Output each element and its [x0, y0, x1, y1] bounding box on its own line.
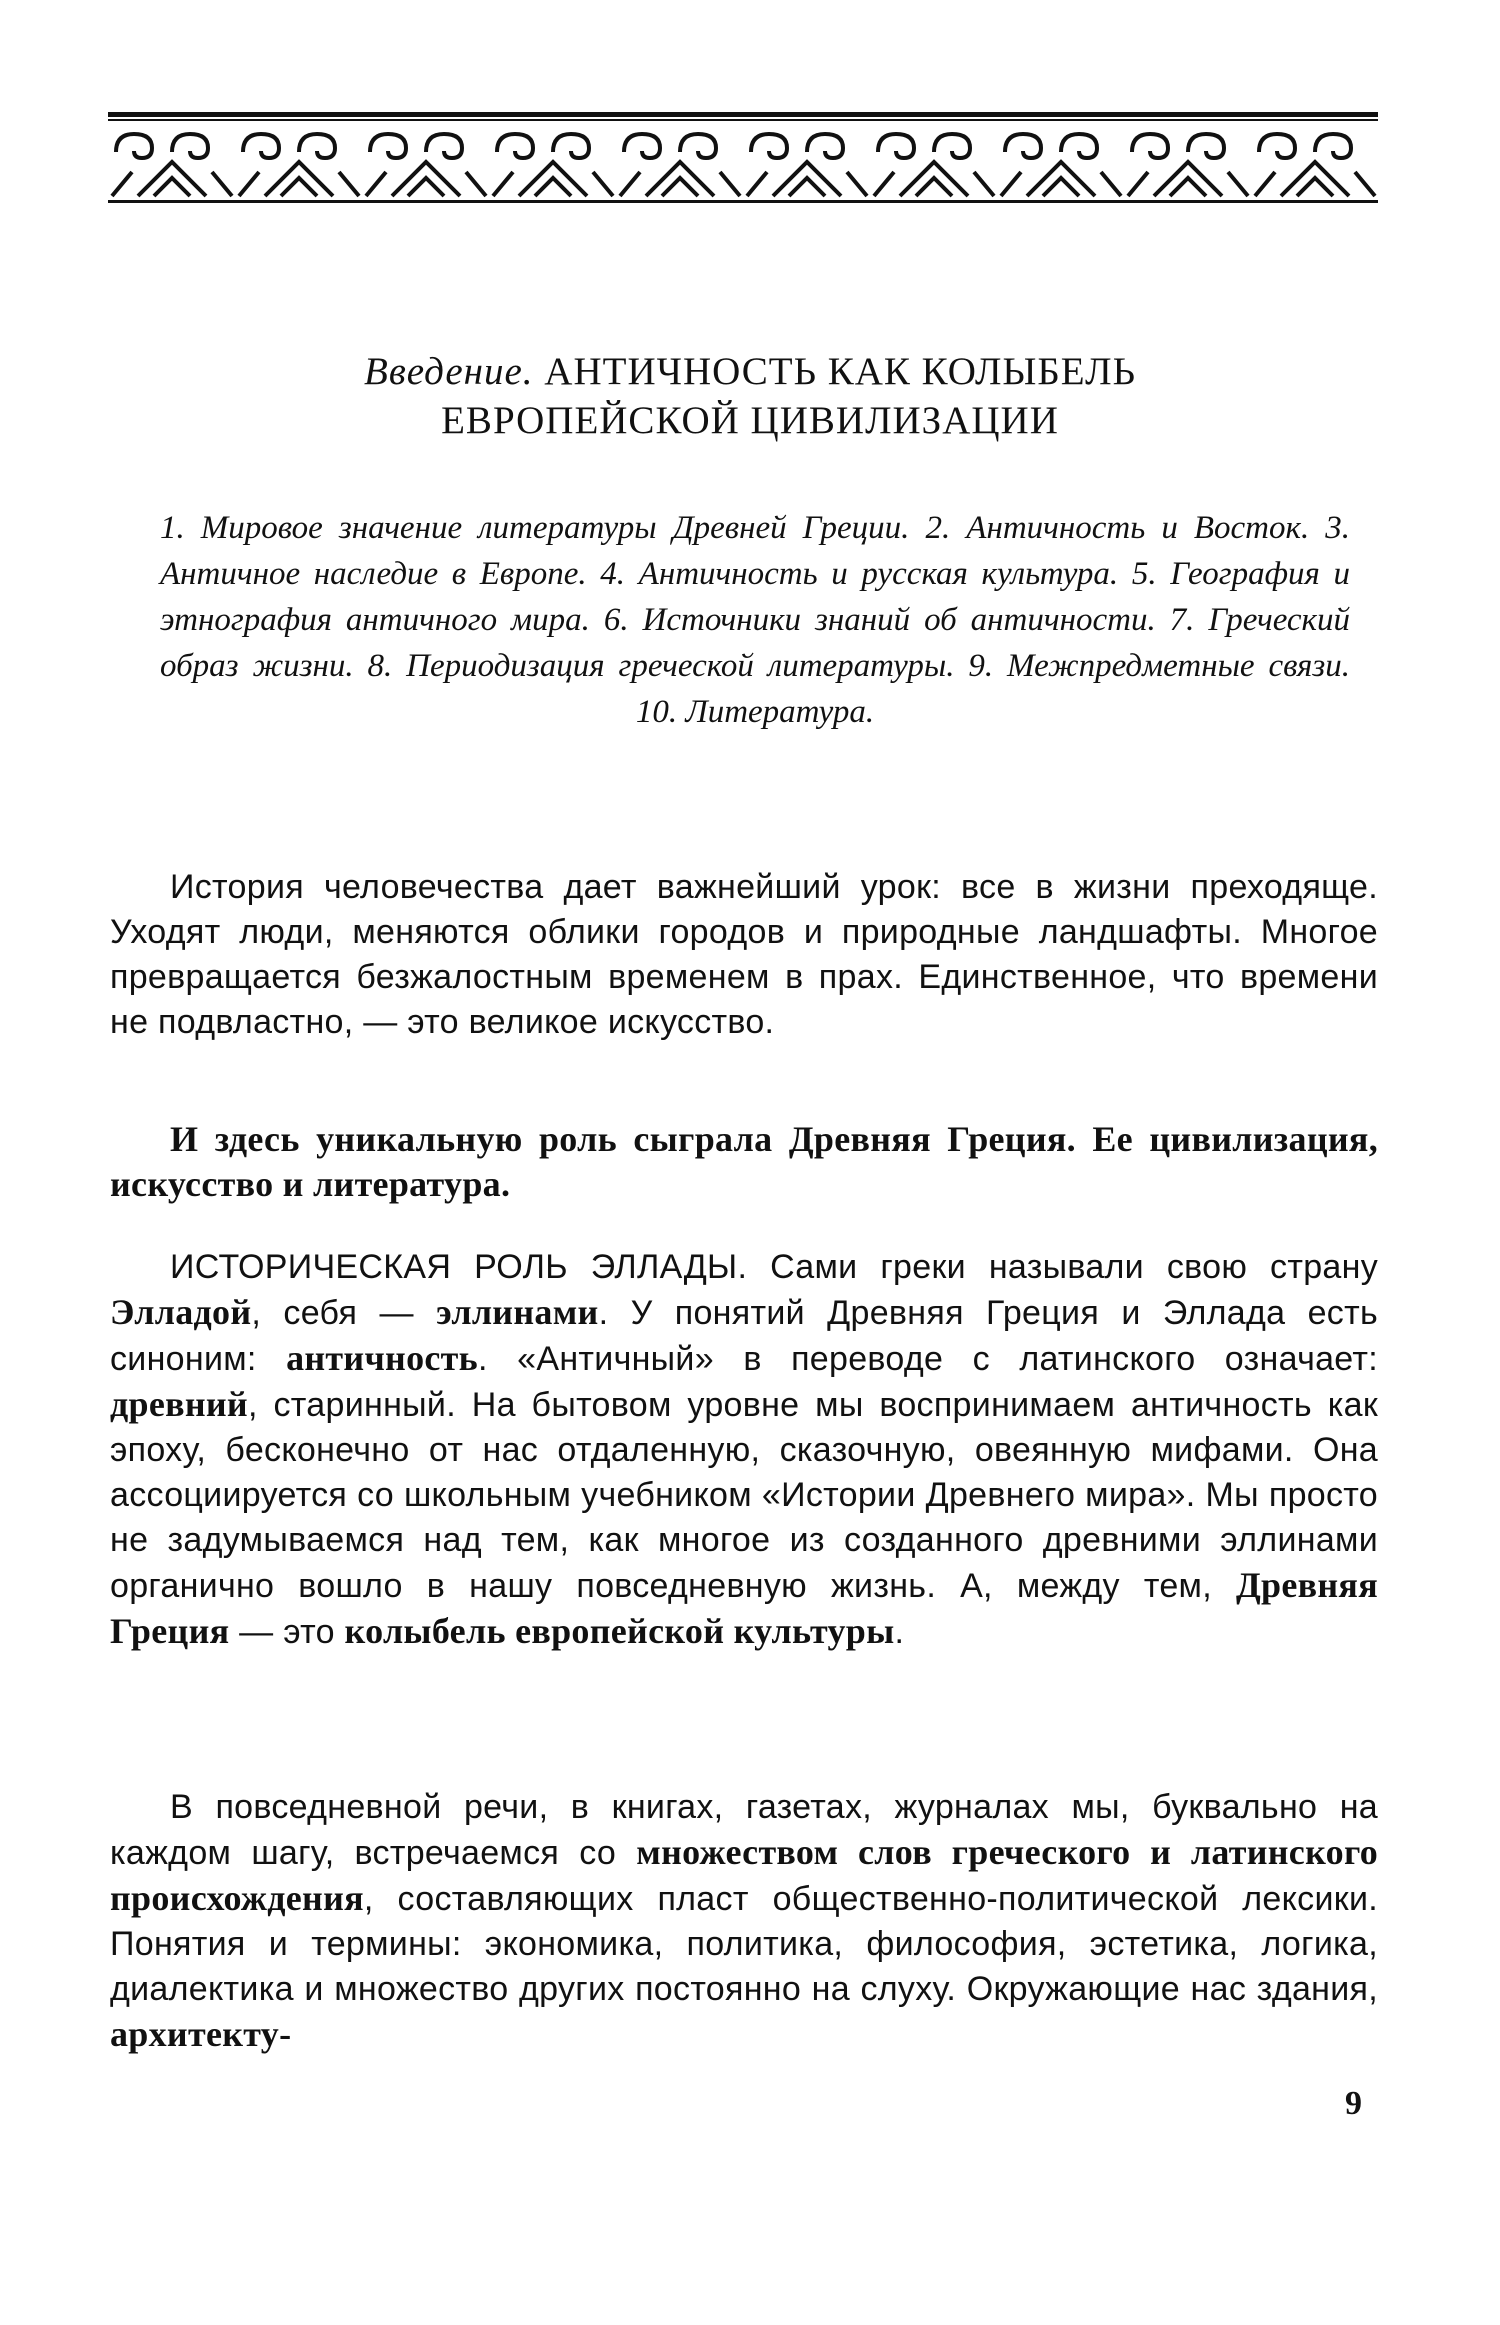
text-span: В повседневной речи, в книгах, газетах, журналах мы, буквально на каждом шагу, встречаемся со — [110, 1788, 1378, 1872]
text-span: . — [894, 1613, 905, 1651]
bold-term: эллинами — [436, 1292, 599, 1332]
chapter-title-line2: ЕВРОПЕЙСКОЙ ЦИВИЛИЗАЦИИ — [441, 398, 1059, 442]
bold-term: множеством слов греческого и латинского происхождения — [110, 1832, 1378, 1918]
bold-term: античность — [286, 1338, 478, 1378]
paragraph-1: История человечества дает важнейший урок: все в жизни преходяще. Уходят люди, меняются облики городов и природные ландшафты. Многое превращается безжалостным временем в прах. Единственное, что времени не подвластно, — это великое искусство. — [110, 868, 1378, 1041]
top-border-thin — [108, 119, 1378, 121]
chapter-title-line1: АНТИЧНОСТЬ КАК КОЛЫБЕЛЬ — [544, 350, 1136, 393]
paragraph-3 — [110, 1245, 1378, 1655]
top-border-thick — [108, 112, 1378, 117]
chapter-intro-label: Введение. — [364, 350, 534, 393]
text-span: ИСТОРИЧЕСКАЯ РОЛЬ ЭЛЛАДЫ. Сами греки называли свою страну — [170, 1248, 1378, 1286]
bold-term: Древняя Греция — [110, 1565, 1378, 1651]
bold-term: колыбель европейской культуры — [344, 1611, 895, 1651]
text-span: , составляющих пласт общественно-политической лексики. Понятия и термины: экономика, политика, философия, эстетика, логика, диалектика и множество других постоянно на слуху. Окружающие нас здания, — [110, 1880, 1378, 2008]
bold-term: архитекту- — [110, 2014, 292, 2054]
paragraph-2: И здесь уникальную роль сыграла Древняя Греция. Ее цивилизация, искусство и литература. — [110, 1119, 1378, 1204]
paragraph-4 — [110, 1785, 1378, 2058]
greek-ornament-border-icon — [108, 122, 1378, 200]
bold-term: Элладой — [110, 1292, 252, 1332]
chapter-contents: 1. Мировое значение литературы Древней Греции. 2. Античность и Восток. 3. Античное наследие в Европе. 4. Античность и русская культура. 5. География и этнография античного мира. 6. Источники знаний об античности. 7. Греческий образ жизни. 8. Периодизация греческой литературы. 9. Межпредметные связи. 10. Литература. — [160, 510, 1350, 730]
bold-term: древний — [110, 1384, 248, 1424]
text-span: . У понятий Древняя Греция и Эллада есть синоним: — [110, 1294, 1378, 1378]
ornament-base-rule — [108, 200, 1378, 203]
chapter-title — [180, 348, 1320, 446]
page-number: 9 — [1345, 2085, 1362, 2122]
text-span: , себя — — [251, 1294, 437, 1332]
text-span: — это — [229, 1613, 345, 1651]
text-span: , старинный. На бытовом уровне мы воспринимаем античность как эпоху, бесконечно от нас отдаленную, сказочную, овеянную мифами. Она ассоциируется со школьным учебником «Истории Древнего мира». Мы просто не задумываемся над тем, как многое из созданного древними эллинами органично вошло в нашу повседневную жизнь. А, между тем, — [110, 1386, 1378, 1605]
text-span: . «Античный» в переводе с латинского означает: — [478, 1340, 1378, 1378]
